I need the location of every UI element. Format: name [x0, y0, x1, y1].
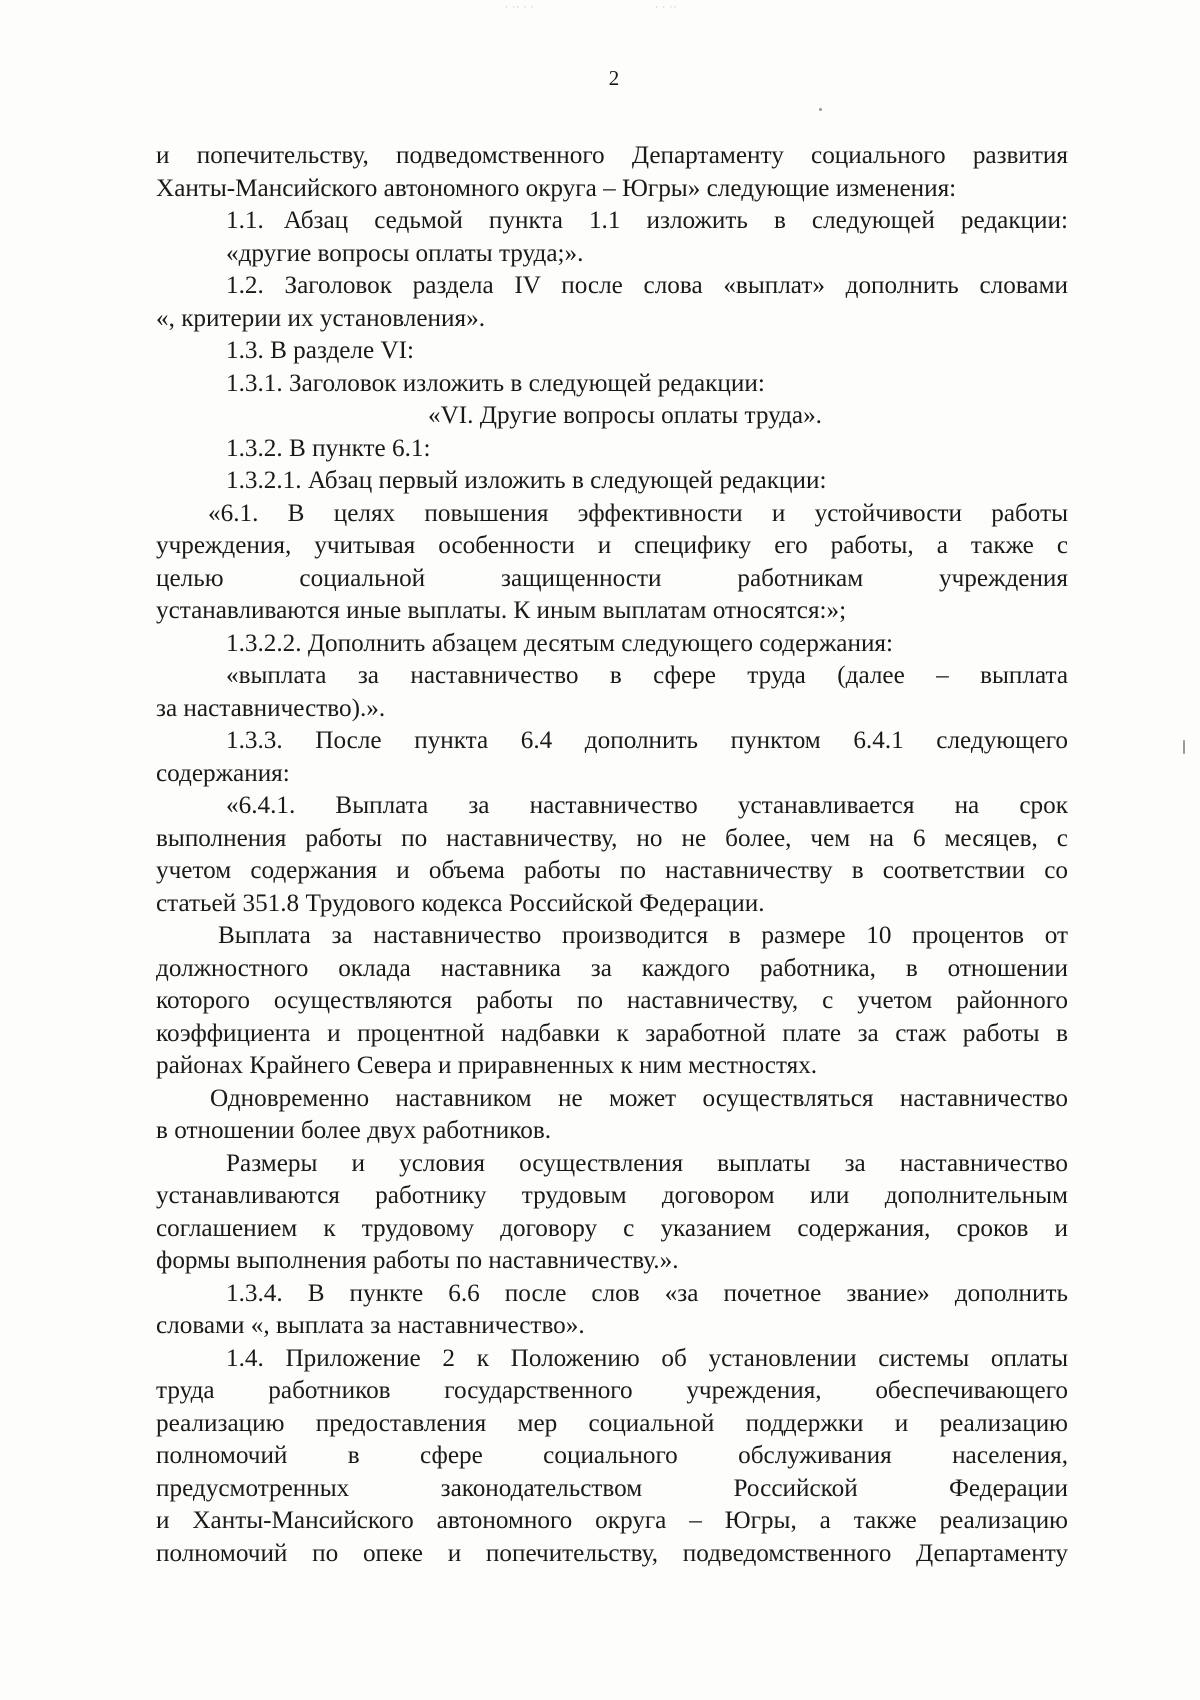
text-line: устанавливаются иные выплаты. К иным выплатам относятся:»;: [156, 597, 847, 624]
text-line: соглашением к трудовому договору с указанием содержания, сроков и: [156, 1214, 1068, 1242]
text-line: Абзац седьмой пункта 1.1 изложить в следующей редакции:: [283, 207, 1068, 234]
text-line: Одновременно наставником не может осуществляться наставничество: [210, 1084, 1068, 1112]
text-line: предусмотренных законодательством Российской Федерации: [156, 1474, 1068, 1502]
text-line: учреждения, учитывая особенности и специфику его работы, а также с: [156, 532, 1068, 559]
text-line: 1.3.1. Заголовок изложить в следующей редакции:: [226, 369, 765, 397]
text-line: «выплата за наставничество в сфере труда (далее – выплата: [226, 662, 1068, 689]
text-line: районах Крайнего Севера и приравненных к ним местностях.: [156, 1052, 818, 1079]
text-line: должностного оклада наставника за каждого работника, в отношении: [156, 954, 1068, 982]
text-line: 1.3.2. В пункте 6.1:: [226, 434, 431, 462]
text-line: полномочий по опеке и попечительству, подведомственного Департаменту: [156, 1539, 1068, 1567]
text-line: в отношении более двух работников.: [156, 1117, 552, 1144]
text-line: и Ханты-Мансийского автономного округа – Югры, а также реализацию: [156, 1507, 1068, 1534]
text-line: 1.4. Приложение 2 к Положению об установлении системы оплаты: [226, 1344, 1068, 1372]
text-line: 1.3.4. В пункте 6.6 после слов «за почетное звание» дополнить: [226, 1279, 1068, 1307]
text-line: Выплата за наставничество производится в размере 10 процентов от: [218, 922, 1068, 949]
text-line: труда работников государственного учреждения, обеспечивающего: [156, 1377, 1068, 1404]
document-body: [156, 140, 1068, 1570]
text-line: реализацию предоставления мер социальной поддержки и реализацию: [156, 1409, 1068, 1437]
text-line: коэффициента и процентной надбавки к заработной плате за стаж работы в: [156, 1019, 1068, 1047]
text-line: 1.3. В разделе VI:: [226, 337, 415, 364]
text-line: и попечительству, подведомственного Департаменту социального развития: [156, 142, 1068, 169]
text-line: статьей 351.8 Трудового кодекса Российской Федерации.: [156, 889, 765, 917]
text-line: учетом содержания и объема работы по наставничеству в соответствии со: [156, 857, 1068, 884]
text-line: «, критерии их установления».: [156, 304, 485, 332]
text-line: которого осуществляются работы по наставничеству, с учетом районного: [156, 987, 1068, 1014]
text-line: полномочий в сфере социального обслуживания населения,: [156, 1442, 1068, 1469]
text-line: устанавливаются работнику трудовым договором или дополнительным: [156, 1182, 1068, 1209]
section-heading: «VI. Другие вопросы оплаты труда».: [428, 402, 822, 429]
text-line: 1.3.3. После пункта 6.4 дополнить пунктом 6.4.1 следующего: [226, 727, 1068, 754]
text-line: Ханты-Мансийского автономного округа – Югры» следующие изменения:: [156, 174, 957, 202]
page-number: 2: [608, 66, 620, 90]
text-line: формы выполнения работы по наставничеству.».: [156, 1247, 679, 1274]
text-line: 1.2. Заголовок раздела IV после слова «выплат» дополнить словами: [226, 272, 1068, 299]
scan-speck: [1183, 740, 1185, 754]
scan-artifact: · · ··: [655, 2, 678, 12]
text-line: словами «, выплата за наставничество».: [156, 1312, 585, 1339]
text-line: «другие вопросы оплаты труда;».: [226, 239, 584, 267]
text-line: «6.1. В целях повышения эффективности и устойчивости работы: [208, 499, 1068, 527]
text-line: выполнения работы по наставничеству, но не более, чем на 6 месяцев, с: [156, 824, 1068, 852]
text-line: целью социальной защищенности работникам учреждения: [156, 564, 1068, 592]
text-line: содержания:: [156, 759, 290, 787]
text-line: 1.3.2.1. Абзац первый изложить в следующей редакции:: [226, 467, 827, 494]
text-line: 1.3.2.2. Дополнить абзацем десятым следующего содержания:: [226, 629, 894, 657]
text-line: «6.4.1. Выплата за наставничество устанавливается на срок: [226, 792, 1068, 819]
item-number: 1.1.: [226, 207, 264, 234]
scan-speck: [819, 108, 822, 111]
text-line: за наставничество).».: [156, 694, 386, 722]
text-line: Размеры и условия осуществления выплаты за наставничество: [226, 1149, 1068, 1177]
scan-artifact: · ·· · ·: [505, 2, 535, 12]
item-1-1: [156, 205, 1068, 238]
